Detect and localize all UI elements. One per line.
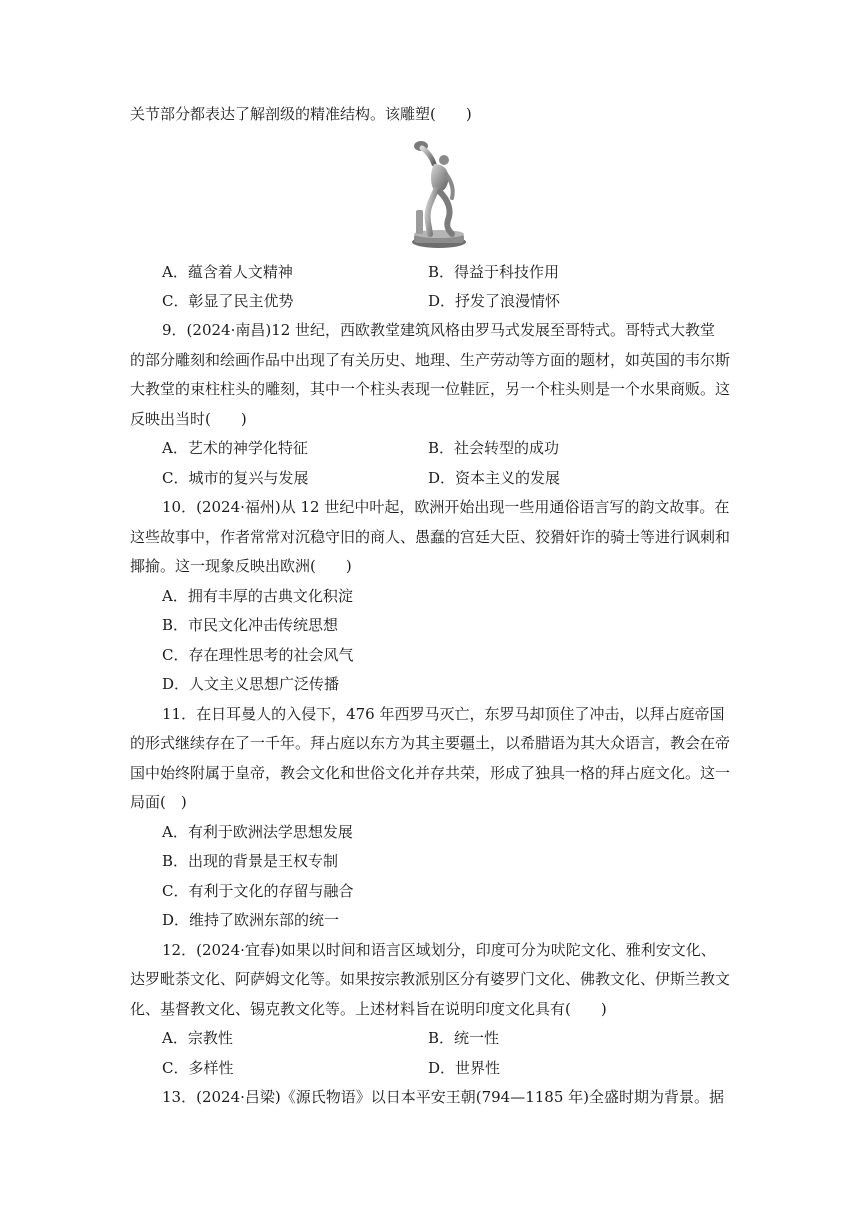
- q9-line-4: 反映出当时( ): [130, 410, 247, 428]
- q12-option-a: A．宗教性: [162, 1029, 233, 1047]
- q8-option-a: A．蕴含着人文精神: [162, 263, 293, 281]
- q11-option-b: B．出现的背景是王权专制: [162, 852, 339, 870]
- q9-option-c: C．城市的复兴与发展: [162, 469, 309, 487]
- q12-line-2: 达罗毗荼文化、阿萨姆文化等。如果按宗教派别区分有婆罗门文化、佛教文化、伊斯兰教文: [130, 970, 731, 988]
- q11-line-1: 11．在日耳曼人的入侵下，476 年西罗马灭亡，东罗马却顶住了冲击，以拜占庭帝国: [162, 705, 725, 723]
- q10-option-b: B．市民文化冲击传统思想: [162, 616, 339, 634]
- q10-line-2: 这些故事中，作者常常对沉稳守旧的商人、愚蠢的宫廷大臣、狡猾奸诈的骑士等进行讽刺和: [130, 528, 731, 546]
- q8-stem-end: 关节部分都表达了解剖级的精准结构。该雕塑( ): [130, 105, 472, 123]
- q11-line-3: 国中始终附属于皇帝，教会文化和世俗文化并存共荣，形成了独具一格的拜占庭文化。这一: [130, 764, 731, 782]
- q12-option-b: B．统一性: [428, 1029, 500, 1047]
- q13-line-1: 13．(2024·吕梁)《源氏物语》以日本平安王朝(794—1185 年)全盛时期为背景。据: [162, 1088, 725, 1106]
- q11-option-a: A．有利于欧洲法学思想发展: [162, 823, 353, 841]
- q10-option-c: C．存在理性思考的社会风气: [162, 646, 354, 664]
- q11-option-d: D．维持了欧洲东部的统一: [162, 911, 340, 929]
- q9-line-1: 9．(2024·南昌)12 世纪，西欧教堂建筑风格由罗马式发展至哥特式。哥特式大教堂: [162, 321, 716, 339]
- q10-line-3: 揶揄。这一现象反映出欧洲( ): [130, 557, 352, 575]
- q9-line-3: 大教堂的束柱柱头的雕刻，其中一个柱头表现一位鞋匠，另一个柱头则是一个水果商贩。这: [130, 380, 731, 398]
- q9-option-d: D．资本主义的发展: [428, 469, 561, 487]
- q10-line-1: 10．(2024·福州)从 12 世纪中叶起，欧洲开始出现一些用通俗语言写的韵文故事。在: [162, 498, 730, 516]
- q9-option-b: B．社会转型的成功: [428, 439, 560, 457]
- q12-option-c: C．多样性: [162, 1059, 234, 1077]
- q8-option-c: C．彰显了民主优势: [162, 292, 294, 310]
- q10-option-d: D．人文主义思想广泛传播: [162, 675, 340, 693]
- q9-option-a: A．艺术的神学化特征: [162, 439, 308, 457]
- q9-line-2: 的部分雕刻和绘画作品中出现了有关历史、地理、生产劳动等方面的题材，如英国的韦尔斯: [130, 351, 731, 369]
- q12-option-d: D．世界性: [428, 1059, 501, 1077]
- q12-line-1: 12．(2024·宜春)如果以时间和语言区域划分，印度可分为吠陀文化、雅利安文化、: [162, 941, 716, 959]
- q8-option-d: D．抒发了浪漫情怀: [428, 292, 561, 310]
- q10-option-a: A．拥有丰厚的古典文化积淀: [162, 587, 353, 605]
- q11-option-c: C．有利于文化的存留与融合: [162, 882, 354, 900]
- q12-line-3: 化、基督教文化、锡克教文化等。上述材料旨在说明印度文化具有( ): [130, 1000, 607, 1018]
- discus-thrower-statue-image: [408, 138, 470, 250]
- q8-option-b: B．得益于科技作用: [428, 263, 560, 281]
- q11-line-2: 的形式继续存在了一千年。拜占庭以东方为其主要疆土，以希腊语为其大众语言，教会在帝: [130, 734, 731, 752]
- q11-line-4: 局面( ): [130, 793, 187, 811]
